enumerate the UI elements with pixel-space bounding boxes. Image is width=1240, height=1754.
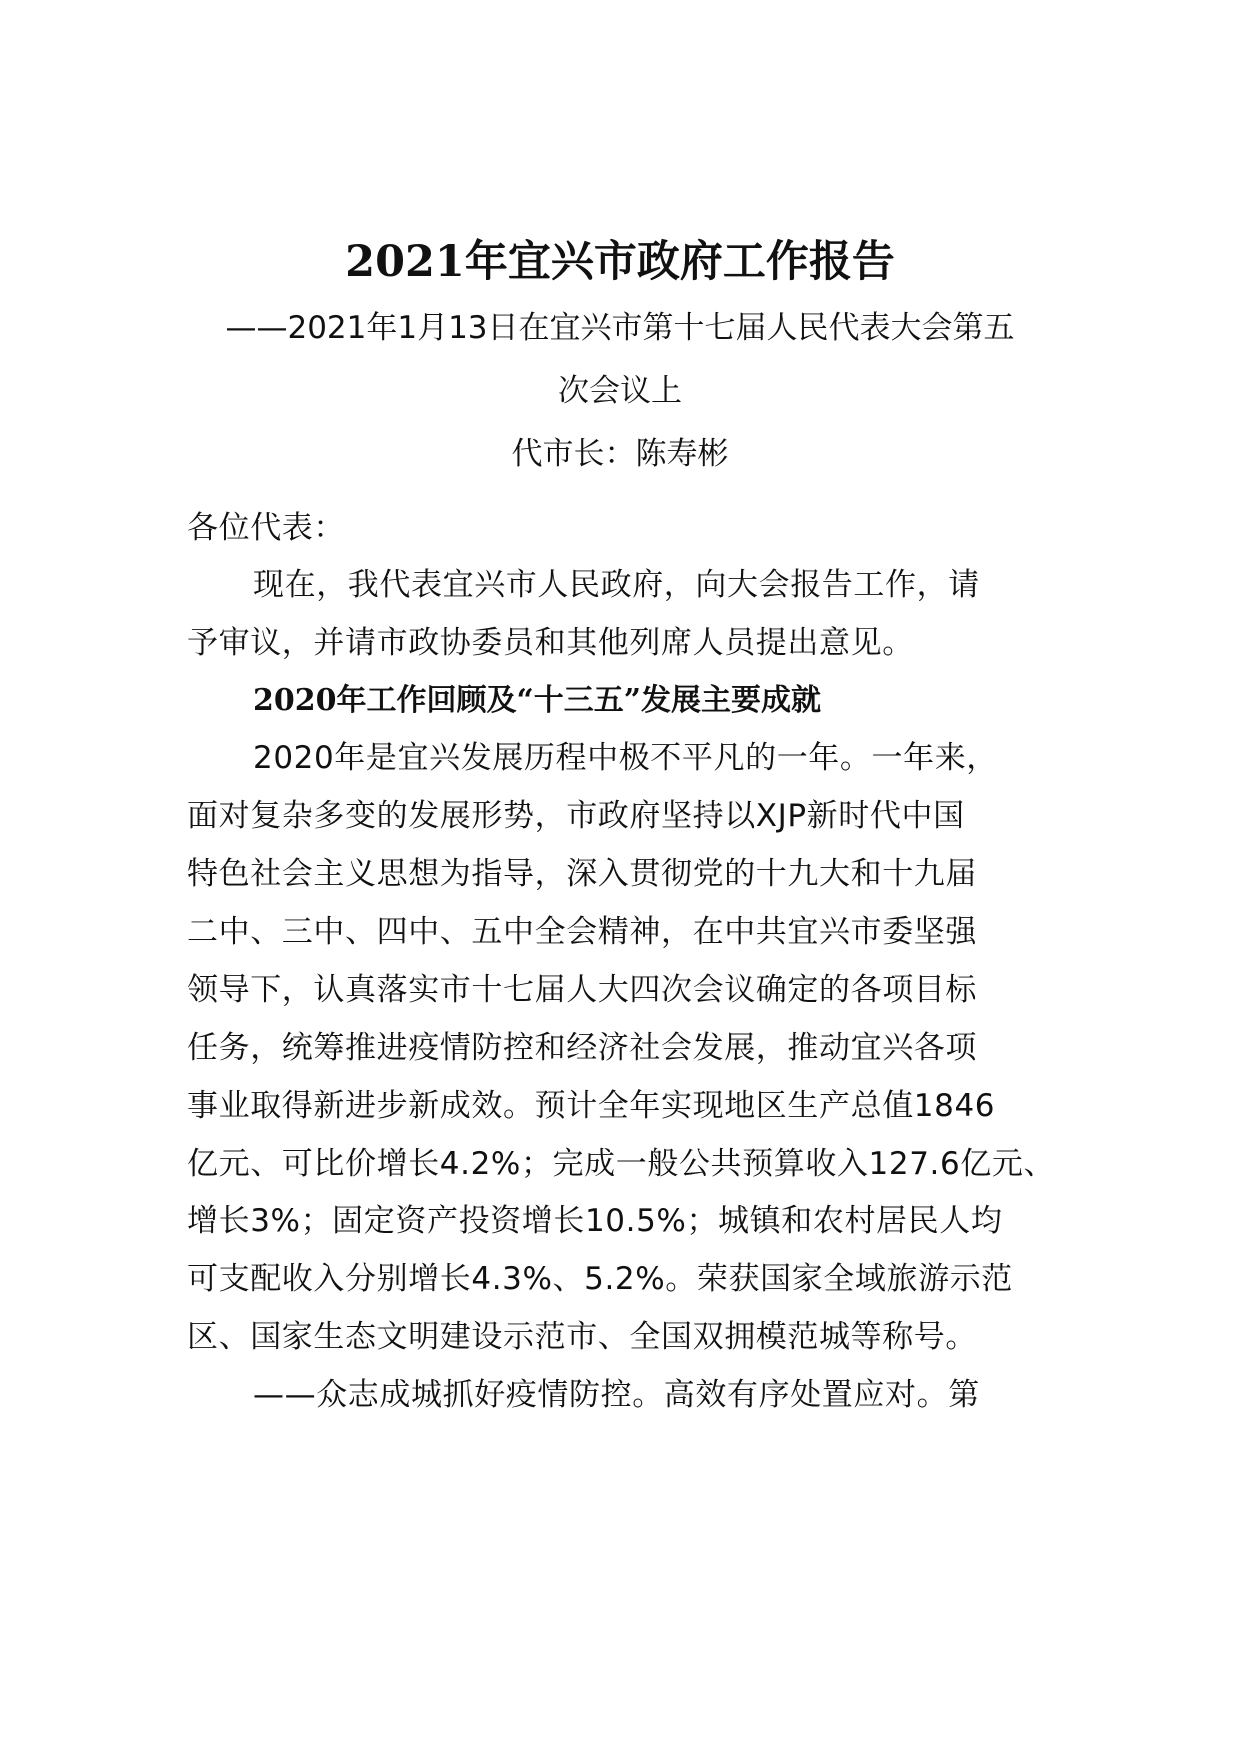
paragraph-line: 增长3%；固定资产投资增长10.5%；城镇和农村居民人均 [187, 1203, 1003, 1239]
paragraph-line: ——众志成城抓好疫情防控。高效有序处置应对。第 [253, 1377, 980, 1413]
paragraph-line: 予审议，并请市政协委员和其他列席人员提出意见。 [187, 625, 914, 661]
speaker-line: 代市长：陈寿彬 [511, 436, 729, 472]
report-title: 2021年宜兴市政府工作报告 [345, 237, 895, 287]
section-heading: 2020年工作回顾及“十三五”发展主要成就 [253, 683, 822, 718]
paragraph-line: 现在，我代表宜兴市人民政府，向大会报告工作，请 [253, 567, 980, 603]
paragraph-line: 二中、三中、四中、五中全会精神，在中共宜兴市委坚强 [187, 914, 977, 950]
subtitle-line-2: 次会议上 [558, 373, 682, 409]
paragraph-line: 2020年是宜兴发展历程中极不平凡的一年。一年来， [253, 740, 998, 776]
paragraph-line: 事业取得新进步新成效。预计全年实现地区生产总值1846 [187, 1088, 996, 1124]
paragraph-line: 领导下，认真落实市十七届人大四次会议确定的各项目标 [187, 972, 977, 1008]
paragraph-line: 亿元、可比价增长4.2%；完成一般公共预算收入127.6亿元、 [187, 1146, 1056, 1182]
paragraph-line: 特色社会主义思想为指导，深入贯彻党的十九大和十九届 [187, 856, 977, 892]
paragraph-line: 面对复杂多变的发展形势，市政府坚持以XJP新时代中国 [187, 798, 965, 834]
paragraph-line: 可支配收入分别增长4.3%、5.2%。荣获国家全域旅游示范 [187, 1261, 1013, 1297]
paragraph-line: 任务，统筹推进疫情防控和经济社会发展，推动宜兴各项 [187, 1030, 977, 1066]
paragraph-line: 区、国家生态文明建设示范市、全国双拥模范城等称号。 [187, 1319, 977, 1355]
salutation: 各位代表： [187, 510, 345, 546]
subtitle-line-1: ——2021年1月13日在宜兴市第十七届人民代表大会第五 [225, 310, 1015, 346]
